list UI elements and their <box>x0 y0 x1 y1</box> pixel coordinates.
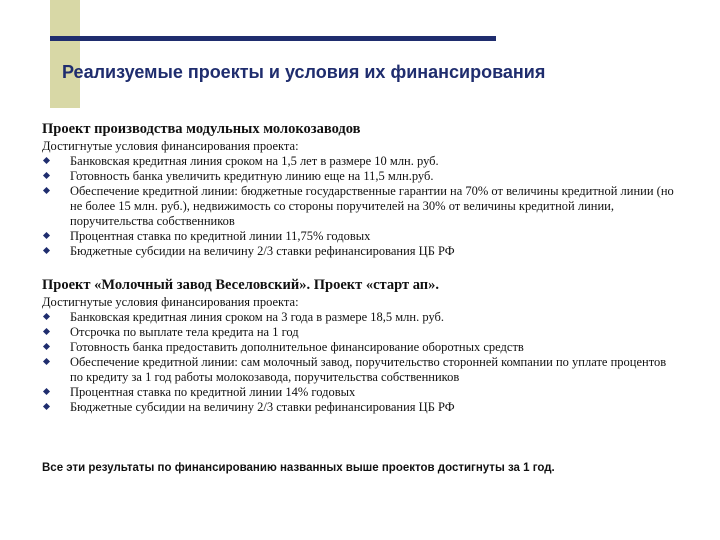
list-item <box>42 229 682 244</box>
diamond-bullet-icon <box>43 157 50 164</box>
conditions-label: Достигнутые условия финансирования проекта: <box>42 295 299 309</box>
list-item <box>42 244 682 259</box>
list-item <box>42 355 682 385</box>
list-item-text: Банковская кредитная линия сроком на 1,5 лет в размере 10 млн. руб. <box>70 154 439 168</box>
diamond-bullet-icon <box>43 313 50 320</box>
diamond-bullet-icon <box>43 403 50 410</box>
list-item-text: Обеспечение кредитной линии: бюджетные государственные гарантии на 70% от величины кредитной линии (но не более 15 млн. руб.), недвижимость со стороны поручителей на 30% от величины кредитной линии, поручительства собственников <box>70 184 674 228</box>
list-item-text: Бюджетные субсидии на величину 2/3 ставки рефинансирования ЦБ РФ <box>70 244 455 258</box>
diamond-bullet-icon <box>43 247 50 254</box>
project-section-1 <box>42 120 682 259</box>
project-heading: Проект производства модульных молокозаводов <box>42 121 361 137</box>
list-item-text: Обеспечение кредитной линии: сам молочный завод, поручительство сторонней компании по уплате процентов по кредиту за 1 год работы молокозавода, поручительства собственников <box>70 355 667 384</box>
project-heading: Проект «Молочный завод Веселовский». Проект «старт ап». <box>42 277 440 293</box>
title-top-rule <box>50 36 496 41</box>
decorative-accent-block <box>50 0 80 108</box>
list-item <box>42 169 682 184</box>
diamond-bullet-icon <box>43 232 50 239</box>
diamond-bullet-icon <box>43 187 50 194</box>
project-section-2 <box>42 276 682 415</box>
diamond-bullet-icon <box>43 388 50 395</box>
conditions-label: Достигнутые условия финансирования проекта: <box>42 139 299 153</box>
list-item-text: Готовность банка увеличить кредитную линию еще на 11,5 млн.руб. <box>70 169 434 183</box>
diamond-bullet-icon <box>43 172 50 179</box>
diamond-bullet-icon <box>43 328 50 335</box>
list-item <box>42 385 682 400</box>
list-item-text: Банковская кредитная линия сроком на 3 года в размере 18,5 млн. руб. <box>70 310 445 324</box>
list-item <box>42 154 682 169</box>
list-item-text: Процентная ставка по кредитной линии 11,75% годовых <box>70 229 371 243</box>
conclusion-text: Все эти результаты по финансированию названных выше проектов достигнуты за 1 год. <box>42 462 555 474</box>
conditions-list <box>42 154 682 259</box>
conditions-list <box>42 310 682 415</box>
list-item <box>42 184 682 229</box>
list-item-text: Бюджетные субсидии на величину 2/3 ставки рефинансирования ЦБ РФ <box>70 400 455 414</box>
list-item <box>42 340 682 355</box>
list-item <box>42 325 682 340</box>
slide-content <box>42 120 682 432</box>
diamond-bullet-icon <box>43 343 50 350</box>
list-item-text: Процентная ставка по кредитной линии 14% годовых <box>70 385 356 399</box>
list-item <box>42 400 682 415</box>
list-item-text: Отсрочка по выплате тела кредита на 1 год <box>70 325 299 339</box>
diamond-bullet-icon <box>43 358 50 365</box>
list-item <box>42 310 682 325</box>
list-item-text: Готовность банка предоставить дополнительное финансирование оборотных средств <box>70 340 524 354</box>
slide-title: Реализуемые проекты и условия их финансирования <box>62 62 546 82</box>
